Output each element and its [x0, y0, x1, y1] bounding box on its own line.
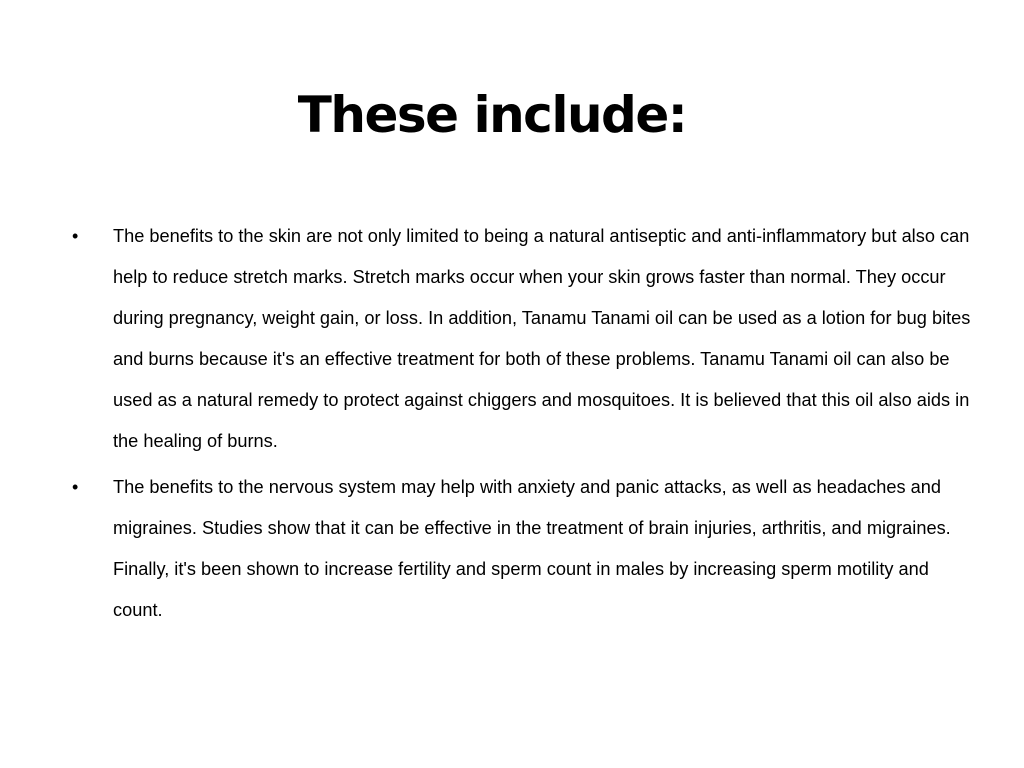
slide-title: These include:	[297, 86, 687, 144]
bullet-text: The benefits to the skin are not only limited to being a natural antiseptic and anti-inflammatory but also can help to reduce stretch marks. Stretch marks occur when your skin grows faster than normal. They occur during pregnancy, weight gain, or loss. In addition, Tanamu Tanami oil can be used as a lotion for bug bites and burns because it's an effective treatment for both of these problems. Tanamu Tanami oil can also be used as a natural remedy to protect against chiggers and mosquitoes. It is believed that this oil also aids in the healing of burns.	[113, 226, 971, 451]
bullet-text: The benefits to the nervous system may help with anxiety and panic attacks, as well as headaches and migraines. Studies show that it can be effective in the treatment of brain injuries, arthritis, and migraines. Finally, it's been shown to increase fertility and sperm count in males by increasing sperm motility and count.	[113, 477, 951, 620]
bullet-icon: •	[72, 477, 79, 497]
bullet-item-nervous-system-benefits	[72, 467, 972, 631]
bullet-item-skin-benefits	[72, 216, 972, 462]
bullet-list	[72, 216, 972, 636]
bullet-icon: •	[72, 226, 79, 246]
